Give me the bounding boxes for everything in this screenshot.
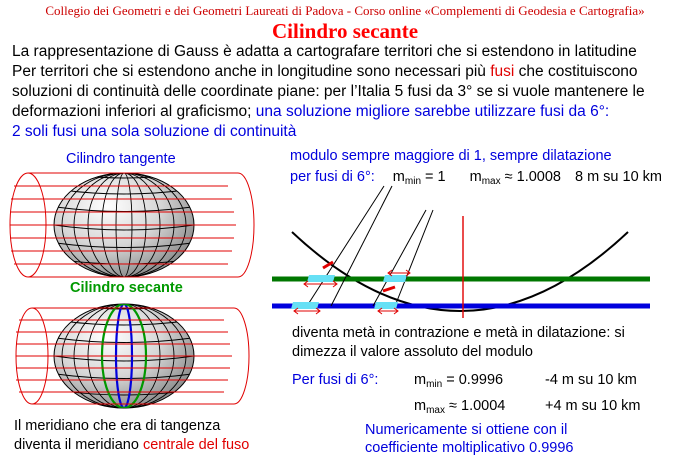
secant-prefix: Per fusi di 6°: (292, 372, 379, 388)
tangent-cylinder-diagram (10, 173, 254, 277)
m-max-distance: +4 m su 10 km (545, 398, 641, 414)
intro-line-2: Per territori che si estendono anche in longitudine sono necessari più fusi che costituiscono (12, 63, 638, 80)
label-cilindro-tangente: Cilindro tangente (66, 151, 176, 167)
intro-line-5: 2 soli fusi una sola soluzione di continuità (12, 123, 297, 140)
m-min-distance: -4 m su 10 km (545, 372, 637, 388)
strip-left-tangent (291, 302, 319, 309)
intro-line-3: soluzioni di continuità delle coordinate piane: per l’Italia 5 fusi da 3° se si vuole mantenere le (12, 83, 645, 100)
fusi-word: fusi (490, 63, 515, 80)
meridian-note-line-1: Il meridiano che era di tangenza (14, 418, 221, 434)
cross-section-diagram (272, 186, 650, 318)
secant-cylinder-diagram (16, 304, 249, 408)
page-title: Cilindro secante (271, 19, 419, 43)
intro-line-4: deformazioni inferiori al graficismo; una soluzione migliore sarebbe utilizzare fusi da 6°: (12, 103, 610, 120)
secant-note-line-1: diventa metà in contrazione e metà in dilatazione: si (292, 325, 625, 341)
intro-line-1: La rappresentazione di Gauss è adatta a cartografare territori che si estendono in latitudine (12, 43, 637, 60)
secant-note-line-2: dimezza il valore assoluto del modulo (292, 344, 533, 360)
m-max-value: $m_{max} \approx 1.0004$ (414, 398, 506, 416)
tangent-note-line-1: modulo sempre maggiore di 1, sempre dilatazione (290, 148, 612, 164)
course-header: Collegio dei Geometri e dei Geometri Laureati di Padova - Corso online «Complementi di Geodesia e Cartografia» (45, 3, 645, 18)
numeric-note-line-2: coefficiente moltiplicativo 0.9996 (365, 440, 574, 456)
m-min-value: $m_{min} = 0.9996$ (414, 372, 504, 390)
meridian-note-line-2: diventa il meridiano centrale del fuso (14, 437, 250, 453)
arc-segment-right (383, 287, 395, 291)
strip-right-secant (383, 275, 407, 282)
strip-left-secant (307, 275, 335, 282)
numeric-note-line-1: Numericamente si ottiene con il (365, 422, 568, 438)
earth-arc (292, 232, 628, 311)
tangent-note-line-2: per fusi di 6°: $m_{min} = 1$ $m_{max} \approx 1.0008$ 8 m su 10 km (290, 169, 663, 187)
label-cilindro-secante: Cilindro secante (70, 280, 183, 296)
